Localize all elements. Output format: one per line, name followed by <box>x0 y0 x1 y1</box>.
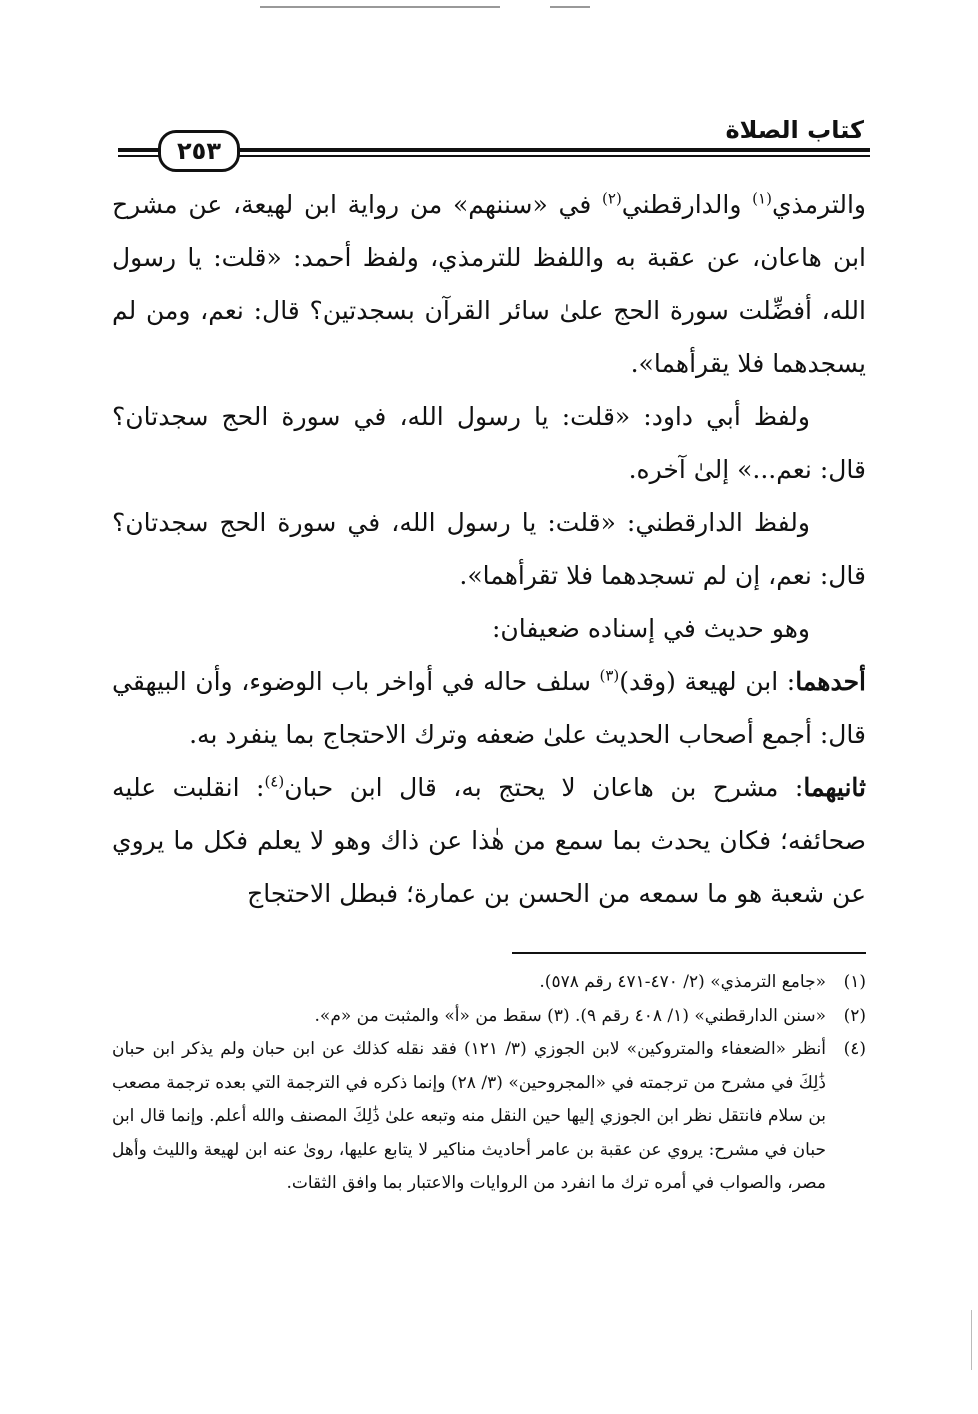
footnote-text: «جامع الترمذي» (٢/ ٤٧٠-٤٧١ رقم ٥٧٨). <box>539 972 826 992</box>
text-run: سلف حاله في أواخر باب الوضوء، وأن البيهقي قال: أجمع أصحاب الحديث علىٰ ضعفه وترك الاحتجاج بما ينفرد به. <box>112 667 866 749</box>
footnote-ref-4: (٤) <box>264 772 285 791</box>
paragraph-1 <box>112 178 866 390</box>
paragraph-2: ولفظ أبي داود: «قلت: يا رسول الله، في سورة الحج سجدتان؟ قال: نعم...» إلىٰ آخره. <box>112 402 866 484</box>
text-run: في «سننهم» من رواية ابن لهيعة، عن مشرح ابن هاعان، عن عقبة به واللفظ للترمذي، ولفظ أحمد: «قلت: يا رسول الله، أفضِّلت سورة الحج علىٰ سائر القرآن بسجدتين؟ قال: نعم، ومن لم يسجدهما فلا يقرأهما». <box>112 190 866 378</box>
paragraph-lead: ثانيهما <box>803 773 866 802</box>
text-run: : انقلبت عليه صحائفه؛ فكان يحدث بما سمع من هٰذا عن ذاك وهو لا يعلم فكل ما يروي عن شعبة هو ما سمعه من الحسن بن عمارة؛ فبطل الاحتجاج <box>112 773 866 908</box>
footnote-text: أنظر «الضعفاء والمتروكين» لابن الجوزي (٣/ ١٢١) فقد نقله كذلك عن ابن حبان ولم يذكر ابن حبان ذَٰلِكَ في مشرح من ترجمته في «المجروحين» (٣/ ٢٨) وإنما ذكره في الترجمة التي بعده ترجمة مصعب بن سلام فانتقل نظر ابن الجوزي إليها حين النقل منه وتبعه علىٰ ذَٰلِكَ المصنف والله أعلم. وإنما قال ابن حبان في مشرح: يروي عن عقبة بن عامر أحاديث مناكير لا يتابع عليها، روىٰ عنه ابن لهيعة والليث وأهل مصر، والصواب في أمره ترك ما انفرد من الروايات والاعتبار بما وافق الثقات. <box>112 1039 826 1193</box>
paragraph-6 <box>112 761 866 920</box>
footnote-number: (٢) <box>843 1005 866 1026</box>
scan-top-marks <box>260 6 680 10</box>
footnote-separator <box>512 952 866 954</box>
footnote-text: «سنن الدارقطني» (١/ ٤٠٨ رقم ٩). (٣) سقط من «أ» والمثبت من «م». <box>314 1005 826 1026</box>
footnotes <box>112 966 866 1201</box>
paragraph-5 <box>112 655 866 761</box>
text-run: : ابن لهيعة (وقد) <box>619 667 796 696</box>
footnote-item <box>112 1000 866 1034</box>
paragraph-4: وهو حديث في إسناده ضعيفان: <box>492 614 810 643</box>
scan-mark <box>260 6 500 8</box>
scan-mark <box>550 6 590 8</box>
text-run: : مشرح بن هاعان لا يحتج به، قال ابن حبان <box>284 773 804 802</box>
text-run: والدارقطني <box>621 190 753 219</box>
footnote-ref-2: (٢) <box>602 189 622 208</box>
page-number: ٢٥٣ <box>158 130 240 172</box>
scan-edge-mark <box>971 1310 972 1370</box>
footnote-number: (٤) <box>843 1039 866 1059</box>
footnote-number: (١) <box>843 972 866 992</box>
paragraph-lead: أحدهما <box>795 667 866 696</box>
footnote-ref-1: (١) <box>752 189 772 208</box>
running-header <box>118 108 870 168</box>
footnote-item <box>112 1033 866 1201</box>
paragraph-3: ولفظ الدارقطني: «قلت: يا رسول الله، في سورة الحج سجدتان؟ قال: نعم، إن لم تسجدهما فلا تقرأهما». <box>112 508 866 590</box>
chapter-title: كتاب الصلاة <box>725 116 864 144</box>
main-text <box>112 178 866 920</box>
text-run: والترمذي <box>771 190 866 219</box>
footnote-ref-3: (٣) <box>599 666 620 685</box>
footnote-item <box>112 966 866 1000</box>
